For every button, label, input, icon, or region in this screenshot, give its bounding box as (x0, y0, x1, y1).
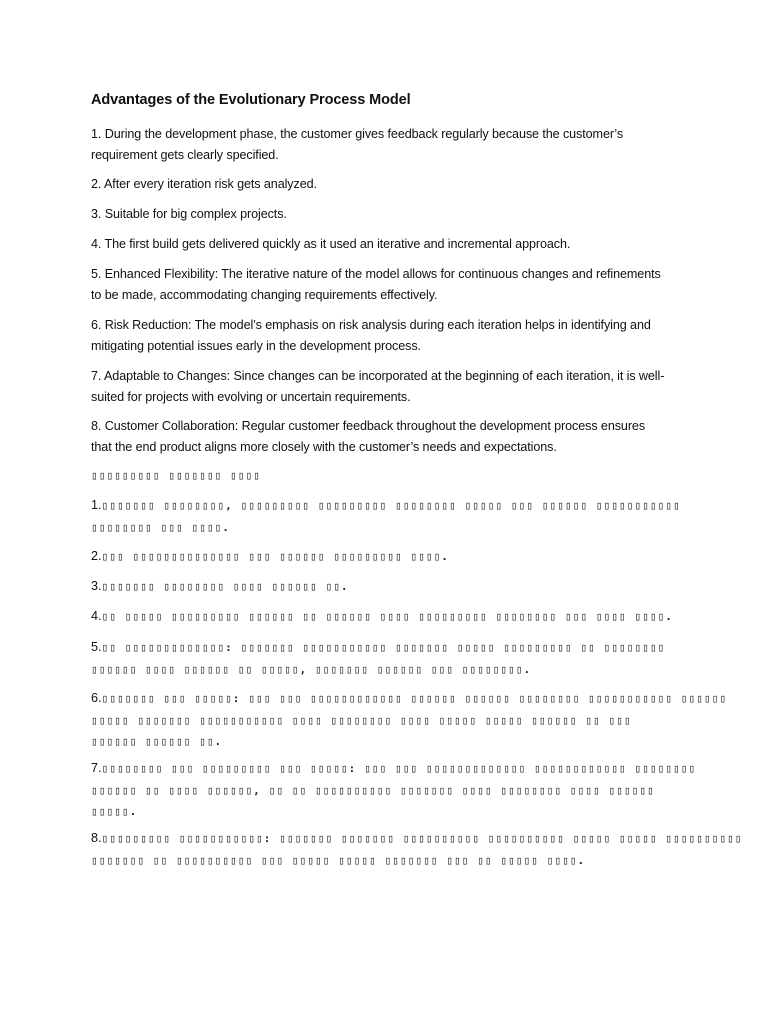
unrendered-point (91, 546, 449, 568)
unrendered-text: ▯▯▯▯▯▯▯▯▯ ▯▯▯▯▯▯▯▯▯▯▯: ▯▯▯▯▯▯▯ ▯▯▯▯▯▯▯ ▯▯▯▯▯▯▯▯▯▯ ▯▯▯▯▯▯▯▯▯▯ ▯▯▯▯▯ ▯▯▯▯▯ ▯▯▯▯▯▯▯▯▯▯ (101, 832, 743, 845)
english-point-line: mitigating potential issues early in the development process. (91, 338, 421, 353)
english-point-line: 7. Adaptable to Changes: Since changes can be incorporated at the beginning of each iteration, it is well- (91, 369, 665, 383)
point-number: 2. (91, 549, 102, 563)
unrendered-text: ▯▯▯▯▯▯ ▯▯▯▯ ▯▯▯▯▯▯ ▯▯ ▯▯▯▯▯, ▯▯▯▯▯▯▯ ▯▯▯▯▯▯ ▯▯▯ ▯▯▯▯▯▯▯▯. (91, 662, 532, 676)
point-number: 7. (91, 761, 102, 775)
unrendered-text: ▯▯▯▯▯▯ ▯▯▯▯▯▯ ▯▯. (91, 735, 223, 748)
english-point (91, 204, 691, 225)
point-number: 6. (91, 691, 102, 705)
english-point-line: 6. Risk Reduction: The model’s emphasis on risk analysis during each iteration helps in identifying and (91, 318, 651, 332)
unrendered-text: ▯▯ ▯▯▯▯▯ ▯▯▯▯▯▯▯▯▯ ▯▯▯▯▯▯ ▯▯ ▯▯▯▯▯▯ ▯▯▯▯ ▯▯▯▯▯▯▯▯▯ ▯▯▯▯▯▯▯▯ ▯▯▯ ▯▯▯▯ ▯▯▯▯. (101, 610, 673, 623)
unrendered-point (91, 758, 696, 823)
page-title: Advantages of the Evolutionary Process Model (91, 92, 411, 108)
english-point-line: 2. After every iteration risk gets analyzed. (91, 177, 317, 191)
point-number: 5. (91, 640, 102, 654)
unrendered-text: ▯▯▯▯▯▯▯ ▯▯▯▯▯▯▯▯ ▯▯▯▯ ▯▯▯▯▯▯ ▯▯. (101, 580, 349, 593)
english-point (91, 315, 691, 356)
english-point-line: 1. During the development phase, the customer gives feedback regularly because the customer’s (91, 127, 624, 141)
unrendered-text: ▯▯ ▯▯▯▯▯▯▯▯▯▯▯▯▯: ▯▯▯▯▯▯▯ ▯▯▯▯▯▯▯▯▯▯▯ ▯▯▯▯▯▯▯ ▯▯▯▯▯ ▯▯▯▯▯▯▯▯▯ ▯▯ ▯▯▯▯▯▯▯▯ (101, 641, 666, 654)
english-point-line: 8. Customer Collaboration: Regular customer feedback throughout the development process ensures (91, 419, 646, 433)
english-point-line: 4. The first build gets delivered quickly as it used an iterative and incremental approach. (91, 237, 571, 251)
english-point-line: requirement gets clearly specified. (91, 147, 279, 162)
unrendered-text: ▯▯▯▯▯▯▯ ▯▯ ▯▯▯▯▯▯▯▯▯▯ ▯▯▯ ▯▯▯▯▯ ▯▯▯▯▯ ▯▯▯▯▯▯▯ ▯▯▯ ▯▯ ▯▯▯▯▯ ▯▯▯▯. (91, 853, 586, 867)
unrendered-text: ▯▯▯▯▯ ▯▯▯▯▯▯▯ ▯▯▯▯▯▯▯▯▯▯▯ ▯▯▯▯ ▯▯▯▯▯▯▯▯ ▯▯▯▯ ▯▯▯▯▯ ▯▯▯▯▯ ▯▯▯▯▯▯ ▯▯ ▯▯▯ (91, 713, 632, 727)
unrendered-point (91, 637, 665, 680)
unrendered-text: ▯▯▯▯▯▯▯▯ ▯▯▯ ▯▯▯▯. (91, 520, 231, 534)
unrendered-text: ▯▯▯ ▯▯▯▯▯▯▯▯▯▯▯▯▯▯ ▯▯▯ ▯▯▯▯▯▯ ▯▯▯▯▯▯▯▯▯ ▯▯▯▯. (101, 550, 450, 563)
english-point-line: suited for projects with evolving or uncertain requirements. (91, 389, 411, 404)
unrendered-point (91, 576, 349, 598)
unrendered-heading: ▯▯▯▯▯▯▯▯▯ ▯▯▯▯▯▯▯ ▯▯▯▯ (91, 469, 261, 482)
unrendered-point (91, 688, 727, 753)
english-point-line: to be made, accommodating changing requirements effectively. (91, 287, 438, 302)
point-number: 1. (91, 498, 102, 512)
english-point-line: 3. Suitable for big complex projects. (91, 207, 287, 221)
english-point (91, 124, 691, 165)
unrendered-text: ▯▯▯▯▯. (91, 805, 138, 818)
point-number: 3. (91, 579, 102, 593)
point-number: 4. (91, 609, 102, 623)
english-point (91, 174, 691, 195)
unrendered-point (91, 495, 681, 538)
english-point (91, 366, 691, 407)
point-number: 8. (91, 831, 102, 845)
unrendered-text: ▯▯▯▯▯▯ ▯▯ ▯▯▯▯ ▯▯▯▯▯▯, ▯▯ ▯▯ ▯▯▯▯▯▯▯▯▯▯ ▯▯▯▯▯▯▯ ▯▯▯▯ ▯▯▯▯▯▯▯▯ ▯▯▯▯ ▯▯▯▯▯▯ (91, 783, 655, 797)
unrendered-point (91, 606, 673, 628)
unrendered-text: ▯▯▯▯▯▯▯ ▯▯▯▯▯▯▯▯, ▯▯▯▯▯▯▯▯▯ ▯▯▯▯▯▯▯▯▯ ▯▯▯▯▯▯▯▯ ▯▯▯▯▯ ▯▯▯ ▯▯▯▯▯▯ ▯▯▯▯▯▯▯▯▯▯▯ (101, 499, 681, 512)
english-point-line: that the end product aligns more closely with the customer’s needs and expectations. (91, 439, 557, 454)
english-point (91, 234, 691, 255)
english-point-line: 5. Enhanced Flexibility: The iterative nature of the model allows for continuous changes and refinements (91, 267, 661, 281)
unrendered-text: ▯▯▯▯▯▯▯ ▯▯▯ ▯▯▯▯▯: ▯▯▯ ▯▯▯ ▯▯▯▯▯▯▯▯▯▯▯▯ ▯▯▯▯▯▯ ▯▯▯▯▯▯ ▯▯▯▯▯▯▯▯ ▯▯▯▯▯▯▯▯▯▯▯ ▯▯▯▯▯▯ (101, 692, 728, 705)
unrendered-text: ▯▯▯▯▯▯▯▯ ▯▯▯ ▯▯▯▯▯▯▯▯▯ ▯▯▯ ▯▯▯▯▯: ▯▯▯ ▯▯▯ ▯▯▯▯▯▯▯▯▯▯▯▯▯ ▯▯▯▯▯▯▯▯▯▯▯▯ ▯▯▯▯▯▯▯▯ (101, 762, 697, 775)
unrendered-point (91, 828, 743, 871)
english-point (91, 416, 691, 457)
english-point (91, 264, 691, 305)
